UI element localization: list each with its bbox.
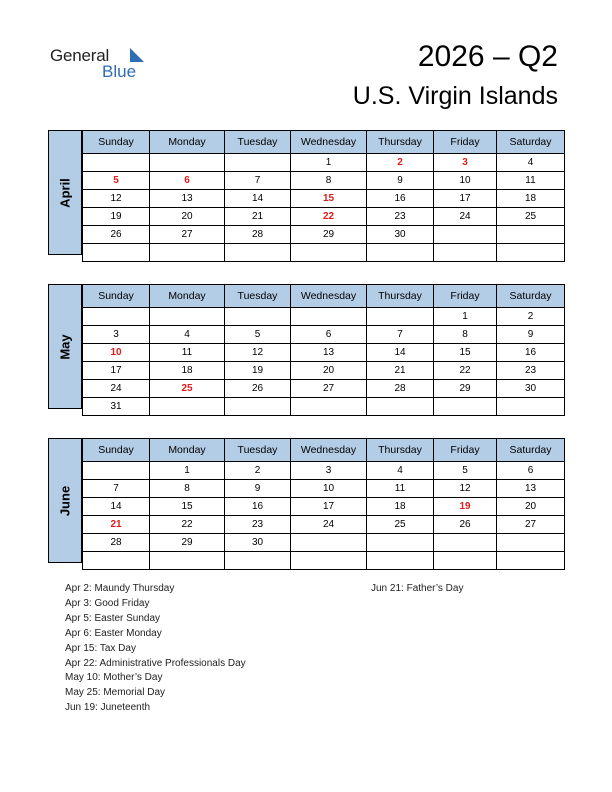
day-cell: 22 [150, 516, 225, 534]
day-cell [497, 226, 565, 244]
weekday-header: Wednesday [291, 439, 367, 462]
day-cell [497, 398, 565, 416]
day-cell [83, 244, 150, 262]
weekday-header: Friday [434, 131, 497, 154]
day-cell [434, 398, 497, 416]
weekday-header: Tuesday [225, 131, 291, 154]
weekday-header: Wednesday [291, 131, 367, 154]
day-cell [83, 308, 150, 326]
day-cell: 19 [225, 362, 291, 380]
day-cell [497, 244, 565, 262]
holiday-note: May 10: Mother’s Day [65, 672, 163, 684]
week-row [83, 398, 565, 416]
day-cell: 27 [150, 226, 225, 244]
day-cell [150, 154, 225, 172]
day-cell: 19 [83, 208, 150, 226]
day-cell: 18 [497, 190, 565, 208]
brand-logo [50, 46, 150, 80]
day-cell: 21 [225, 208, 291, 226]
day-cell [150, 398, 225, 416]
calendar-table [82, 284, 565, 416]
day-cell: 6 [497, 462, 565, 480]
day-cell [291, 244, 367, 262]
holiday-note: Apr 6: Easter Monday [65, 627, 162, 639]
weekday-header: Sunday [83, 285, 150, 308]
month-name: June [57, 485, 73, 516]
week-row [83, 326, 565, 344]
day-cell: 24 [291, 516, 367, 534]
day-cell: 11 [150, 344, 225, 362]
day-cell [83, 552, 150, 570]
day-cell: 6 [291, 326, 367, 344]
day-cell: 14 [225, 190, 291, 208]
day-cell [83, 154, 150, 172]
week-row [83, 462, 565, 480]
day-cell: 7 [367, 326, 434, 344]
day-cell: 1 [150, 462, 225, 480]
day-cell: 25 [150, 380, 225, 398]
weekday-header: Monday [150, 285, 225, 308]
holiday-note: Jun 21: Father’s Day [371, 583, 464, 594]
day-cell [367, 398, 434, 416]
day-cell: 29 [434, 380, 497, 398]
day-cell: 20 [497, 498, 565, 516]
day-cell: 14 [367, 344, 434, 362]
day-cell: 1 [434, 308, 497, 326]
page-title: 2026 – Q2 [417, 40, 558, 73]
day-cell [225, 154, 291, 172]
day-cell: 31 [83, 398, 150, 416]
weekday-header-row [83, 439, 565, 462]
weekday-header: Sunday [83, 439, 150, 462]
day-cell: 23 [367, 208, 434, 226]
holiday-note: Apr 15: Tax Day [65, 642, 136, 654]
day-cell [367, 244, 434, 262]
day-cell [225, 552, 291, 570]
weekday-header: Thursday [367, 131, 434, 154]
week-row [83, 154, 565, 172]
day-cell: 16 [225, 498, 291, 516]
day-cell: 12 [434, 480, 497, 498]
day-cell: 18 [367, 498, 434, 516]
day-cell: 22 [434, 362, 497, 380]
day-cell: 5 [225, 326, 291, 344]
flag-icon [130, 48, 144, 62]
day-cell: 25 [497, 208, 565, 226]
week-row [83, 516, 565, 534]
weekday-header-row [83, 285, 565, 308]
weekday-header: Tuesday [225, 439, 291, 462]
day-cell: 29 [150, 534, 225, 552]
day-cell [291, 398, 367, 416]
day-cell: 19 [434, 498, 497, 516]
week-row [83, 208, 565, 226]
week-row [83, 380, 565, 398]
day-cell: 4 [497, 154, 565, 172]
weekday-header-row [83, 131, 565, 154]
day-cell [225, 308, 291, 326]
day-cell: 27 [291, 380, 367, 398]
weekday-header: Saturday [497, 285, 565, 308]
weekday-header: Wednesday [291, 285, 367, 308]
day-cell [291, 308, 367, 326]
day-cell: 21 [367, 362, 434, 380]
day-cell: 3 [291, 462, 367, 480]
day-cell: 8 [434, 326, 497, 344]
week-row [83, 308, 565, 326]
weekday-header: Friday [434, 285, 497, 308]
day-cell: 13 [291, 344, 367, 362]
week-row [83, 226, 565, 244]
day-cell: 7 [225, 172, 291, 190]
day-cell: 13 [150, 190, 225, 208]
day-cell: 11 [367, 480, 434, 498]
day-cell: 17 [291, 498, 367, 516]
week-row [83, 498, 565, 516]
day-cell: 30 [497, 380, 565, 398]
weekday-header: Monday [150, 131, 225, 154]
day-cell: 9 [497, 326, 565, 344]
day-cell: 24 [434, 208, 497, 226]
day-cell [497, 534, 565, 552]
day-cell: 28 [367, 380, 434, 398]
day-cell: 16 [497, 344, 565, 362]
day-cell: 4 [150, 326, 225, 344]
day-cell [150, 552, 225, 570]
day-cell: 15 [291, 190, 367, 208]
week-row [83, 344, 565, 362]
day-cell: 23 [225, 516, 291, 534]
day-cell: 17 [434, 190, 497, 208]
month-label [48, 284, 82, 409]
day-cell [225, 244, 291, 262]
day-cell: 20 [291, 362, 367, 380]
day-cell: 4 [367, 462, 434, 480]
day-cell: 5 [83, 172, 150, 190]
month-may [48, 284, 564, 412]
day-cell: 26 [434, 516, 497, 534]
day-cell [367, 552, 434, 570]
holiday-notes-right [371, 582, 463, 597]
day-cell: 2 [497, 308, 565, 326]
calendar-table [82, 438, 565, 570]
holiday-note: Jun 19: Juneteenth [65, 702, 151, 714]
day-cell: 6 [150, 172, 225, 190]
holiday-note: Apr 22: Administrative Professionals Day [65, 657, 246, 669]
day-cell: 20 [150, 208, 225, 226]
month-name: May [57, 333, 73, 360]
calendar-table [82, 130, 565, 262]
day-cell: 12 [83, 190, 150, 208]
holiday-note: Apr 3: Good Friday [65, 597, 150, 609]
month-label [48, 130, 82, 255]
page-subtitle: U.S. Virgin Islands [352, 82, 558, 110]
day-cell: 17 [83, 362, 150, 380]
day-cell [225, 398, 291, 416]
day-cell: 24 [83, 380, 150, 398]
day-cell: 29 [291, 226, 367, 244]
day-cell: 15 [434, 344, 497, 362]
holiday-notes-left [65, 582, 246, 716]
week-row [83, 172, 565, 190]
day-cell [434, 534, 497, 552]
holiday-note: Apr 5: Easter Sunday [65, 612, 161, 624]
day-cell: 12 [225, 344, 291, 362]
month-june [48, 438, 564, 563]
day-cell: 3 [83, 326, 150, 344]
holiday-note: May 25: Memorial Day [65, 687, 166, 699]
weekday-header: Saturday [497, 131, 565, 154]
day-cell: 26 [83, 226, 150, 244]
month-name: April [57, 177, 73, 208]
day-cell: 28 [83, 534, 150, 552]
day-cell [434, 552, 497, 570]
week-row [83, 480, 565, 498]
day-cell: 2 [367, 154, 434, 172]
day-cell: 30 [367, 226, 434, 244]
weekday-header: Sunday [83, 131, 150, 154]
day-cell: 10 [291, 480, 367, 498]
day-cell: 16 [367, 190, 434, 208]
day-cell: 28 [225, 226, 291, 244]
week-row [83, 244, 565, 262]
day-cell [83, 462, 150, 480]
day-cell: 11 [497, 172, 565, 190]
day-cell [434, 244, 497, 262]
week-row [83, 190, 565, 208]
month-april [48, 130, 564, 255]
weekday-header: Tuesday [225, 285, 291, 308]
day-cell [367, 534, 434, 552]
month-label [48, 438, 82, 563]
week-row [83, 362, 565, 380]
week-row [83, 534, 565, 552]
day-cell: 7 [83, 480, 150, 498]
weekday-header: Thursday [367, 439, 434, 462]
weekday-header: Friday [434, 439, 497, 462]
day-cell: 15 [150, 498, 225, 516]
brand-name-general: General [50, 46, 110, 65]
brand-name-blue: Blue [102, 62, 137, 81]
day-cell: 13 [497, 480, 565, 498]
day-cell [367, 308, 434, 326]
day-cell: 27 [497, 516, 565, 534]
weekday-header: Monday [150, 439, 225, 462]
week-row [83, 552, 565, 570]
day-cell: 9 [225, 480, 291, 498]
day-cell [150, 244, 225, 262]
weekday-header: Thursday [367, 285, 434, 308]
day-cell: 1 [291, 154, 367, 172]
day-cell [150, 308, 225, 326]
day-cell: 14 [83, 498, 150, 516]
day-cell: 8 [291, 172, 367, 190]
day-cell: 22 [291, 208, 367, 226]
day-cell: 5 [434, 462, 497, 480]
day-cell: 8 [150, 480, 225, 498]
holiday-note: Apr 2: Maundy Thursday [65, 583, 175, 594]
weekday-header: Saturday [497, 439, 565, 462]
day-cell [291, 534, 367, 552]
day-cell [291, 552, 367, 570]
day-cell: 2 [225, 462, 291, 480]
day-cell: 30 [225, 534, 291, 552]
day-cell [497, 552, 565, 570]
day-cell: 23 [497, 362, 565, 380]
day-cell: 10 [434, 172, 497, 190]
day-cell: 3 [434, 154, 497, 172]
day-cell: 10 [83, 344, 150, 362]
day-cell [434, 226, 497, 244]
day-cell: 25 [367, 516, 434, 534]
day-cell: 18 [150, 362, 225, 380]
day-cell: 26 [225, 380, 291, 398]
day-cell: 21 [83, 516, 150, 534]
day-cell: 9 [367, 172, 434, 190]
